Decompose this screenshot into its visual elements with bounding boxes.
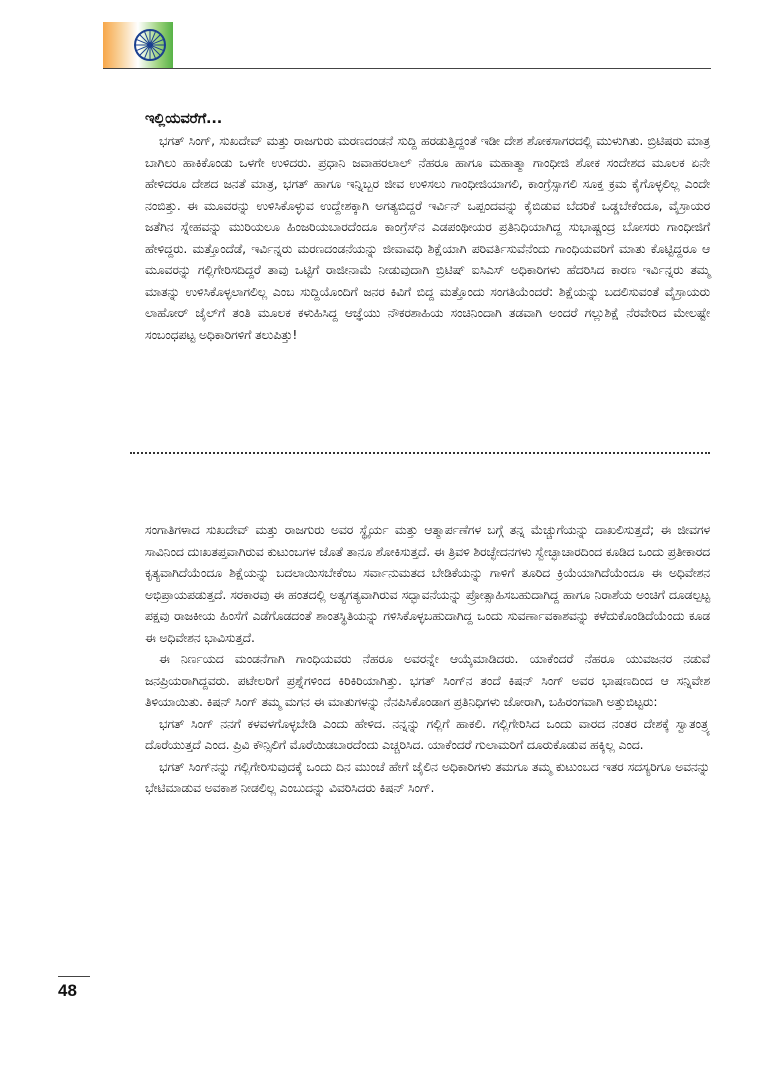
recap-paragraph: ಭಗತ್ ಸಿಂಗ್, ಸುಖದೇವ್ ಮತ್ತು ರಾಜಗುರು ಮರಣದಂಡನೆ ಸುದ್ದಿ ಹರಡುತ್ತಿದ್ದಂತೆ ಇಡೀ ದೇಶ ಶೋಕಸಾಗರದಲ್ಲಿ ಮುಳುಗಿತು. ಬ್ರಿಟಿಷರು ಮಾತ್ರ ಬಾಗಿಲು ಹಾಕಿಕೊಂಡು ಒಳಗೇ ಉಳಿದರು. ಪ್ರಧಾನಿ ಜವಾಹರಲಾಲ್ ನೆಹರೂ ಹಾಗೂ ಮಹಾತ್ಮಾ ಗಾಂಧೀಜಿ ಶೋಕ ಸಂದೇಶದ ಮೂಲಕ ಏನೇ ಹೇಳಿದರೂ ದೇಶದ ಜನತೆ ಮಾತ್ರ, ಭಗತ್ ಹಾಗೂ ಇನ್ನಿಬ್ಬರ ಜೀವ ಉಳಿಸಲು ಗಾಂಧೀಜಿಯಾಗಲಿ, ಕಾಂಗ್ರೆಸ್ಸಾಗಲಿ ಸೂಕ್ತ ಕ್ರಮ ಕೈಗೊಳ್ಳಲಿಲ್ಲ ಎಂದೇ ನಂಬಿತ್ತು. ಈ ಮೂವರನ್ನು ಉಳಿಸಿಕೊಳ್ಳುವ ಉದ್ದೇಶಕ್ಕಾಗಿ ಅಗತ್ಯಬಿದ್ದರೆ ಇರ್ವಿನ್ ಒಪ್ಪಂದವನ್ನು ಕೈಬಿಡುವ ಬೆದರಿಕೆ ಒಡ್ಡಬೇಕೆಂದೂ, ವೈಸ್ರಾಯರ ಜತೆಗಿನ ಸ್ನೇಹವನ್ನು ಮುರಿಯಲೂ ಹಿಂಜರಿಯಬಾರದೆಂದೂ ಕಾಂಗ್ರೆಸ್‌ನ ಎಡಪಂಥೀಯರ ಪ್ರತಿನಿಧಿಯಾಗಿದ್ದ ಸುಭಾಷ್ಚಂದ್ರ ಬೋಸರು ಗಾಂಧೀಜಿಗೆ ಹೇಳಿದ್ದರು. ಮತ್ತೊಂದೆಡೆ, ಇರ್ವಿನ್ನರು ಮರಣದಂಡನೆಯನ್ನು ಜೀವಾವಧಿ ಶಿಕ್ಷೆಯಾಗಿ ಪರಿವರ್ತಿಸುವೆನೆಂದು ಗಾಂಧಿಯವರಿಗೆ ಮಾತು ಕೊಟ್ಟಿದ್ದರೂ ಆ ಮೂವರನ್ನು ಗಲ್ಲಿಗೇರಿಸದಿದ್ದರೆ ತಾವು ಒಟ್ಟಿಗೆ ರಾಜೀನಾಮೆ ನೀಡುವುದಾಗಿ ಬ್ರಿಟಿಷ್ ಐಸಿಎಸ್ ಅಧಿಕಾರಿಗಳು ಹೆದರಿಸಿದ ಕಾರಣ ಇರ್ವಿನ್ನರು ತಮ್ಮ ಮಾತನ್ನು ಉಳಿಸಿಕೊಳ್ಳಲಾಗಲಿಲ್ಲ ಎಂಬ ಸುದ್ದಿಯೊಂದಿಗೆ ಜನರ ಕಿವಿಗೆ ಬಿದ್ದ ಮತ್ತೊಂದು ಸಂಗತಿಯೆಂದರೆ: ಶಿಕ್ಷೆಯನ್ನು ಬದಲಿಸುವಂತೆ ವೈಸ್ರಾಯರು ಲಾಹೋರ್ ಜೈಲ್‌ಗೆ ತಂತಿ ಮೂಲಕ ಕಳುಹಿಸಿದ್ದ ಆಜ್ಞೆಯು ನೌಕರಶಾಹಿಯ ಸಂಚಿನಿಂದಾಗಿ ತಡವಾಗಿ ಅಂದರೆ ಗಲ್ಲುಶಿಕ್ಷೆ ನೆರವೇರಿದ ಮೇಲಷ್ಟೇ ಸಂಬಂಧಪಟ್ಟ ಅಧಿಕಾರಿಗಳಿಗೆ ತಲುಪಿತ್ತು!	[145, 133, 710, 342]
ashoka-chakra-icon	[133, 28, 167, 62]
body-paragraph-4: ಭಗತ್ ಸಿಂಗ್‌ನನ್ನು ಗಲ್ಲಿಗೇರಿಸುವುದಕ್ಕೆ ಒಂದು ದಿನ ಮುಂಚೆ ಹೇಗೆ ಜೈಲಿನ ಅಧಿಕಾರಿಗಳು ತಮಗೂ ತಮ್ಮ ಕುಟುಂಬದ ಇತರ ಸದಸ್ಯರಿಗೂ ಅವನನ್ನು ಭೇಟಿಮಾಡುವ ಅವಕಾಶ ನೀಡಲಿಲ್ಲ ಎಂಬುದನ್ನು ವಿವರಿಸಿದರು ಕಿಷನ್ ಸಿಂಗ್.	[145, 758, 710, 795]
dotted-divider	[130, 452, 710, 454]
body-paragraph-1: ಸಂಗಾತಿಗಳಾದ ಸುಖದೇವ್ ಮತ್ತು ರಾಜಗುರು ಅವರ ಸ್ಥೈರ್ಯ ಮತ್ತು ಆತ್ಮಾರ್ಪಣೆಗಳ ಬಗ್ಗೆ ತನ್ನ ಮೆಚ್ಚುಗೆಯನ್ನು ದಾಖಲಿಸುತ್ತದೆ; ಈ ಜೀವಗಳ ಸಾವಿನಿಂದ ದುಃಖತಪ್ತವಾಗಿರುವ ಕುಟುಂಬಗಳ ಜೊತೆ ತಾನೂ ಶೋಕಿಸುತ್ತದೆ. ಈ ತ್ರಿವಳಿ ಶಿರಚ್ಛೇದನಗಳು ಸ್ವೇಚ್ಛಾಚಾರದಿಂದ ಕೂಡಿದ ಒಂದು ಪ್ರತೀಕಾರದ ಕೃತ್ಯವಾಗಿದೆಯೆಂದೂ ಶಿಕ್ಷೆಯನ್ನು ಬದಲಾಯಿಸಬೇಕೆಂಬ ಸರ್ವಾನುಮತದ ಬೇಡಿಕೆಯನ್ನು ಗಾಳಿಗೆ ತೂರಿದ ಕ್ರಿಯೆಯಾಗಿದೆಯೆಂದೂ ಈ ಅಧಿವೇಶನ ಅಭಿಪ್ರಾಯಪಡುತ್ತದೆ. ಸರಕಾರವು ಈ ಹಂತದಲ್ಲಿ ಅತ್ಯಗತ್ಯವಾಗಿರುವ ಸದ್ಭಾವನೆಯನ್ನು ಪ್ರೋತ್ಸಾಹಿಸಬಹುದಾಗಿದ್ದ ಹಾಗೂ ನಿರಾಶೆಯ ಅಂಚಿಗೆ ದೂಡಲ್ಪಟ್ಟ ಪಕ್ಷವು ರಾಜಕೀಯ ಹಿಂಸೆಗೆ ಎಡೆಗೊಡದಂತೆ ಶಾಂತಸ್ಥಿತಿಯನ್ನು ಗಳಿಸಿಕೊಳ್ಳಬಹುದಾಗಿದ್ದ ಒಂದು ಸುವರ್ಣಾವಕಾಶವನ್ನು ಕಳೆದುಕೊಂಡಿದೆಯೆಂದು ಕೂಡ ಈ ಅಧಿವೇಶನ ಭಾವಿಸುತ್ತದೆ.	[145, 522, 710, 645]
recap-heading: ಇಲ್ಲಿಯವರೆಗೆ...	[145, 111, 223, 127]
footer-divider	[58, 976, 90, 977]
body-paragraph-3: ಭಗತ್ ಸಿಂಗ್ ನನಗೆ ಕಳವಳಗೊಳ್ಳಬೇಡಿ ಎಂದು ಹೇಳಿದ. ನನ್ನನ್ನು ಗಲ್ಲಿಗೆ ಹಾಕಲಿ. ಗಲ್ಲಿಗೇರಿಸಿದ ಒಂದು ವಾರದ ನಂತರ ದೇಶಕ್ಕೆ ಸ್ವಾತಂತ್ರ್ಯ ದೊರೆಯುತ್ತದೆ ಎಂದ. ಪ್ರಿವಿ ಕೌನ್ಸಿಲಿಗೆ ಮೊರೆಯಿಡಬಾರದೆಂದು ಎಚ್ಚರಿಸಿದ. ಯಾಕೆಂದರೆ ಗುಲಾಮರಿಗೆ ದೂರುಕೊಡುವ ಹಕ್ಕಿಲ್ಲ ಎಂದ.	[145, 715, 710, 752]
recap-section	[145, 108, 710, 345]
header-divider	[103, 68, 711, 69]
page-number: 48	[58, 981, 77, 1000]
body-paragraph-2: ಈ ನಿರ್ಣಯದ ಮಂಡನೆಗಾಗಿ ಗಾಂಧಿಯವರು ನೆಹರೂ ಅವರನ್ನೇ ಆಯ್ಕೆಮಾಡಿದರು. ಯಾಕೆಂದರೆ ನೆಹರೂ ಯುವಜನರ ನಡುವೆ ಜನಪ್ರಿಯರಾಗಿದ್ದವರು. ಪಟೇಲರಿಗೆ ಪ್ರಶ್ನೆಗಳಿಂದ ಕಿರಿಕಿರಿಯಾಗಿತ್ತು. ಭಗತ್ ಸಿಂಗ್‌ನ ತಂದೆ ಕಿಷನ್ ಸಿಂಗ್ ಅವರ ಭಾಷಣದಿಂದ ಆ ಸನ್ನಿವೇಶ ತಿಳಿಯಾಯಿತು. ಕಿಷನ್ ಸಿಂಗ್ ತಮ್ಮ ಮಗನ ಈ ಮಾತುಗಳನ್ನು ನೆನಪಿಸಿಕೊಂಡಾಗ ಪ್ರತಿನಿಧಿಗಳು ಜೋರಾಗಿ, ಬಹಿರಂಗವಾಗಿ ಅತ್ತುಬಿಟ್ಟರು:	[145, 651, 710, 709]
main-text-section	[145, 519, 710, 799]
flag-logo	[103, 22, 173, 68]
